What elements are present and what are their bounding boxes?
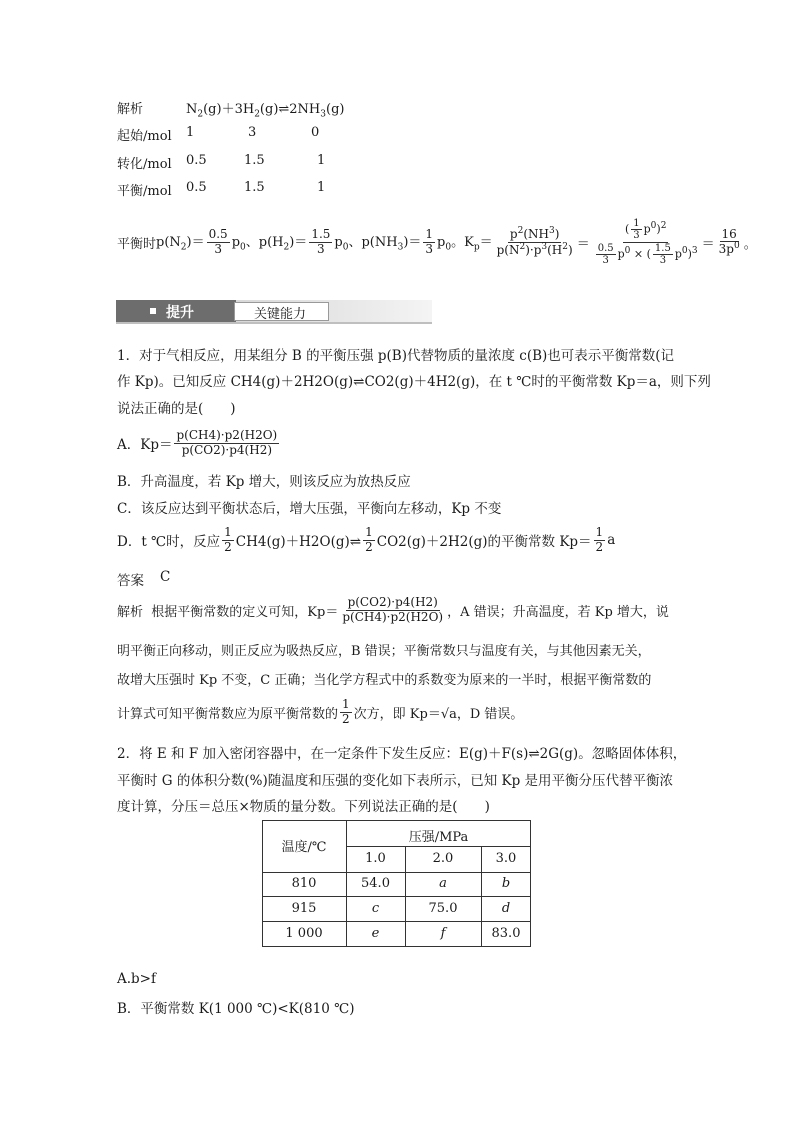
table-cell: e <box>371 926 380 941</box>
table-header-p2: 2.0 <box>432 851 454 866</box>
table-row-temp: 1 000 <box>285 926 323 941</box>
q1-explanation-line-4: 计算式可知平衡常数应为原平衡常数的 $\frac{1}{2}$ 次方，即 Kp＝√a，D 错误。 <box>117 697 524 726</box>
q2-line-1: 2．将 E 和 F 加入密闭容器中，在一定条件下发生反应：E(g)＋F(s)⇌2G(g)。忽略固体体积， <box>117 746 687 762</box>
row-equilibrium-n2: 0.5 <box>186 180 207 195</box>
q1-line-1: 1．对于气相反应，用某组分 B 的平衡压强 p(B)代替物质的量浓度 c(B)也可表示平衡常数(记 <box>117 348 675 364</box>
table-cell: a <box>439 876 447 891</box>
section-banner <box>116 300 432 324</box>
frac-kp-result: $\frac{16}{3p^0}$ <box>718 226 740 256</box>
banner-subtitle: 关键能力 <box>254 307 307 322</box>
table-header-temperature: 温度/℃ <box>281 840 327 855</box>
frac-pn2: $\frac{0.5}{3}$ <box>208 227 228 256</box>
analysis-label: 解析 <box>117 102 144 117</box>
q1-option-a: A．Kp＝ $\frac{p(CH4)\cdot p2(H2O)}{p(CO2)\cdot p4(H2)}$ <box>117 428 278 457</box>
table-row-temp: 915 <box>291 901 317 916</box>
table-row-temp: 810 <box>291 876 317 891</box>
table-header-p3: 3.0 <box>495 851 517 866</box>
banner-title: 提升 <box>166 305 194 321</box>
frac-pnh3: $\frac{1}{3}$ <box>425 227 434 256</box>
table-cell: 83.0 <box>491 926 521 941</box>
reaction-equation: $N_2(g)+3H_2(g)\rightleftharpoons 2NH_3(g)$ <box>186 102 345 120</box>
q2-option-a: A.b>f <box>117 971 156 987</box>
q2-line-3: 度计算，分压＝总压×物质的量分数。下列说法正确的是( ) <box>117 799 490 815</box>
row-change-label: 转化/mol <box>117 157 172 172</box>
q1-explanation-line-2: 明平衡正向移动，则正反应为吸热反应，B 错误；平衡常数只与温度有关，与其他因素无关， <box>117 644 651 659</box>
q1-explanation-line-1: 解析 根据平衡常数的定义可知，Kp＝ $\frac{p(CO2)\cdot p4(H2)}{p(CH4)\cdot p2(H2O)}$ ，A 错误；升高温度，若 Kp 增大，说 <box>117 595 669 624</box>
row-initial-n2: 1 <box>186 125 195 140</box>
row-equilibrium-label: 平衡/mol <box>117 184 172 199</box>
table-cell: 54.0 <box>361 876 390 891</box>
partial-pressure-line: 平衡时 $p(N_2)=$ $\frac{0.5}{3}$ $p_0$、$p(H_2)=$ $\frac{1.5}{3}$ $p_0$、$p(NH_3)=$ $\frac{1}{3}$ $p_0$。$K_p=$ $\frac{p^2(NH^3)}{p(N^2)\cdot p^3(H^2)}$ ＝ ( $\frac{1}{3}$ $p^0)^2$ $\frac{0.5}{3}$ $p^0$ × ( $\frac{1.5}{3}$ $p^0)^3$ ＝ $\frac{16}{3p^0}$ 。 <box>117 218 757 266</box>
frac-kp-def: $\frac{p^2(NH^3)}{p(N^2)\cdot p^3(H^2)}$ <box>496 226 573 257</box>
row-change-n2: 0.5 <box>186 153 207 168</box>
table-cell: f <box>440 926 446 941</box>
frac-kp-values: ( $\frac{1}{3}$ $p^0)^2$ $\frac{0.5}{3}$ $p^0$ × ( $\frac{1.5}{3}$ $p^0)^3$ <box>597 218 698 266</box>
row-equilibrium-h2: 1.5 <box>244 180 265 195</box>
row-initial-label: 起始/mol <box>117 129 172 144</box>
q1-line-2: 作 Kp)。已知反应 CH4(g)＋2H2O(g)⇌CO2(g)＋4H2(g)，在 t ℃时的平衡常数 Kp＝a，则下列 <box>117 374 711 390</box>
q1-option-b: B．升高温度，若 Kp 增大，则该反应为放热反应 <box>117 474 411 490</box>
table-header-p1: 1.0 <box>365 851 386 866</box>
q1-answer: C <box>160 569 171 585</box>
frac-ph2: $\frac{1.5}{3}$ <box>311 227 331 256</box>
table-cell: 75.0 <box>428 901 458 916</box>
q1-option-d: D．t ℃时，反应 $\frac{1}{2}$ CH4(g)＋H2O(g)⇌ $\frac{1}{2}$ CO2(g)＋2H2(g)的平衡常数 Kp＝ $\frac{1}{2}$ a <box>117 525 616 554</box>
q1-answer-label: 答案 <box>117 573 144 589</box>
row-change-nh3: 1 <box>317 153 326 168</box>
q1-line-3: 说法正确的是( ) <box>117 401 236 417</box>
table-cell: c <box>371 901 380 916</box>
row-initial-nh3: 0 <box>311 125 320 140</box>
q1-explanation-line-3: 故增大压强时 Kp 不变，C 正确；当化学方程式中的系数变为原来的一半时，根据平衡常数的 <box>117 673 652 688</box>
table-cell: b <box>501 876 511 891</box>
q1-option-c: C．该反应达到平衡状态后，增大压强，平衡向左移动，Kp 不变 <box>117 501 502 517</box>
q2-line-2: 平衡时 G 的体积分数(%)随温度和压强的变化如下表所示，已知 Kp 是用平衡分压代替平衡浓 <box>117 773 674 789</box>
row-equilibrium-nh3: 1 <box>317 180 326 195</box>
row-initial-h2: 3 <box>248 125 257 140</box>
table-cell: d <box>501 901 511 916</box>
row-change-h2: 1.5 <box>244 153 265 168</box>
table-header-pressure: 压强/MPa <box>408 830 469 845</box>
q2-option-b: B．平衡常数 K(1 000 ℃)<K(810 ℃) <box>117 1001 355 1017</box>
banner-bullet-icon <box>150 308 156 314</box>
